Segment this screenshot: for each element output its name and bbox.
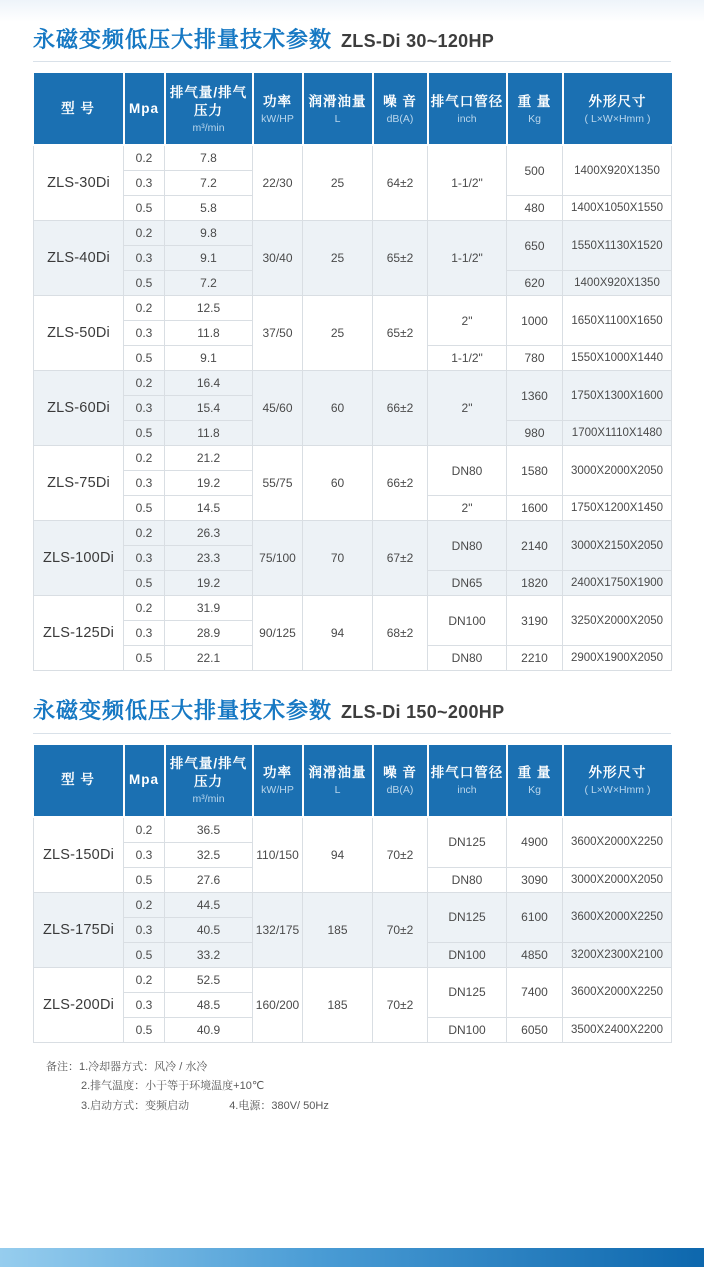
cell-pipe: 1-1/2" bbox=[428, 145, 507, 221]
cell-dims: 3200X2300X2100 bbox=[563, 942, 672, 967]
cell-mpa: 0.3 bbox=[124, 171, 165, 196]
cell-weight: 650 bbox=[507, 221, 563, 271]
cell-dims: 3600X2000X2250 bbox=[563, 967, 672, 1017]
cell-dims: 3000X2000X2050 bbox=[563, 446, 672, 496]
column-header-power: 功率 kW/HP bbox=[253, 73, 303, 145]
cell-power: 37/50 bbox=[253, 296, 303, 371]
spec-row bbox=[34, 446, 672, 471]
cell-flow: 23.3 bbox=[165, 546, 253, 571]
column-header-dims: 外形尺寸 ( L×W×Hmm ) bbox=[563, 73, 672, 145]
cell-weight: 480 bbox=[507, 196, 563, 221]
cell-mpa: 0.3 bbox=[124, 471, 165, 496]
cell-pipe: DN125 bbox=[428, 892, 507, 942]
cell-pipe: 2" bbox=[428, 371, 507, 446]
cell-flow: 11.8 bbox=[165, 321, 253, 346]
cell-pipe: 1-1/2" bbox=[428, 346, 507, 371]
cell-dims: 2900X1900X2050 bbox=[563, 646, 672, 671]
section-title-spec: ZLS-Di 30~120HP bbox=[341, 31, 495, 51]
cell-mpa: 0.2 bbox=[124, 596, 165, 621]
column-header-flow: 排气量/排气压力 m³/min bbox=[165, 73, 253, 145]
cell-pipe: 2" bbox=[428, 496, 507, 521]
cell-power: 75/100 bbox=[253, 521, 303, 596]
cell-dims: 1700X1110X1480 bbox=[563, 421, 672, 446]
cell-oil: 60 bbox=[303, 446, 373, 521]
column-header-oil: 润滑油量 L bbox=[303, 745, 373, 817]
footnote-line bbox=[46, 1097, 671, 1117]
cell-mpa: 0.5 bbox=[124, 421, 165, 446]
column-header-noise: 噪 音 dB(A) bbox=[373, 745, 428, 817]
cell-flow: 36.5 bbox=[165, 817, 253, 843]
cell-dims: 3000X2000X2050 bbox=[563, 867, 672, 892]
cell-mpa: 0.3 bbox=[124, 621, 165, 646]
cell-power: 55/75 bbox=[253, 446, 303, 521]
cell-weight: 980 bbox=[507, 421, 563, 446]
spec-row bbox=[34, 296, 672, 321]
cell-dims: 1650X1100X1650 bbox=[563, 296, 672, 346]
cell-weight: 6100 bbox=[507, 892, 563, 942]
cell-power: 22/30 bbox=[253, 145, 303, 221]
cell-noise: 66±2 bbox=[373, 371, 428, 446]
footnote-label: 备注： bbox=[46, 1060, 79, 1073]
cell-pipe: DN100 bbox=[428, 1017, 507, 1042]
cell-dims: 1400X920X1350 bbox=[563, 271, 672, 296]
cell-noise: 68±2 bbox=[373, 596, 428, 671]
spec-row bbox=[34, 892, 672, 917]
cell-flow: 22.1 bbox=[165, 646, 253, 671]
footnote-text: 4.电源：380V/ 50Hz bbox=[229, 1100, 329, 1113]
cell-mpa: 0.2 bbox=[124, 221, 165, 246]
cell-noise: 65±2 bbox=[373, 221, 428, 296]
cell-power: 110/150 bbox=[253, 817, 303, 893]
cell-pipe: 2" bbox=[428, 296, 507, 346]
cell-mpa: 0.3 bbox=[124, 842, 165, 867]
cell-model: ZLS-200Di bbox=[34, 967, 124, 1042]
cell-mpa: 0.2 bbox=[124, 817, 165, 843]
cell-flow: 11.8 bbox=[165, 421, 253, 446]
cell-oil: 25 bbox=[303, 296, 373, 371]
cell-flow: 31.9 bbox=[165, 596, 253, 621]
cell-model: ZLS-150Di bbox=[34, 817, 124, 893]
cell-flow: 12.5 bbox=[165, 296, 253, 321]
cell-flow: 48.5 bbox=[165, 992, 253, 1017]
cell-weight: 1360 bbox=[507, 371, 563, 421]
cell-flow: 40.9 bbox=[165, 1017, 253, 1042]
cell-noise: 65±2 bbox=[373, 296, 428, 371]
cell-flow: 26.3 bbox=[165, 521, 253, 546]
cell-mpa: 0.5 bbox=[124, 271, 165, 296]
cell-mpa: 0.5 bbox=[124, 867, 165, 892]
cell-weight: 7400 bbox=[507, 967, 563, 1017]
cell-pipe: DN100 bbox=[428, 596, 507, 646]
cell-oil: 25 bbox=[303, 145, 373, 221]
cell-model: ZLS-40Di bbox=[34, 221, 124, 296]
spec-row bbox=[34, 967, 672, 992]
cell-mpa: 0.5 bbox=[124, 571, 165, 596]
cell-mpa: 0.2 bbox=[124, 967, 165, 992]
cell-model: ZLS-125Di bbox=[34, 596, 124, 671]
header-row bbox=[34, 73, 672, 145]
cell-flow: 32.5 bbox=[165, 842, 253, 867]
cell-dims: 2400X1750X1900 bbox=[563, 571, 672, 596]
footnote-text: 2.排气温度：小于等于环境温度+10℃ bbox=[81, 1080, 265, 1093]
cell-model: ZLS-175Di bbox=[34, 892, 124, 967]
cell-dims: 3600X2000X2250 bbox=[563, 892, 672, 942]
cell-flow: 9.8 bbox=[165, 221, 253, 246]
spec-row bbox=[34, 221, 672, 246]
column-header-noise: 噪 音 dB(A) bbox=[373, 73, 428, 145]
cell-weight: 1580 bbox=[507, 446, 563, 496]
cell-mpa: 0.3 bbox=[124, 917, 165, 942]
cell-mpa: 0.2 bbox=[124, 892, 165, 917]
cell-flow: 52.5 bbox=[165, 967, 253, 992]
cell-weight: 780 bbox=[507, 346, 563, 371]
section-title-zh: 永磁变频低压大排量技术参数 bbox=[33, 698, 333, 724]
cell-flow: 9.1 bbox=[165, 246, 253, 271]
cell-pipe: DN80 bbox=[428, 646, 507, 671]
footnote-line bbox=[46, 1077, 671, 1097]
cell-dims: 3000X2150X2050 bbox=[563, 521, 672, 571]
cell-model: ZLS-100Di bbox=[34, 521, 124, 596]
column-header-pipe: 排气口管径 inch bbox=[428, 745, 507, 817]
cell-flow: 14.5 bbox=[165, 496, 253, 521]
section-title-zh: 永磁变频低压大排量技术参数 bbox=[33, 27, 333, 52]
cell-weight: 4850 bbox=[507, 942, 563, 967]
cell-mpa: 0.2 bbox=[124, 371, 165, 396]
cell-weight: 3190 bbox=[507, 596, 563, 646]
cell-weight: 3090 bbox=[507, 867, 563, 892]
column-header-dims: 外形尺寸 ( L×W×Hmm ) bbox=[563, 745, 672, 817]
cell-weight: 2140 bbox=[507, 521, 563, 571]
cell-oil: 185 bbox=[303, 892, 373, 967]
cell-weight: 1000 bbox=[507, 296, 563, 346]
cell-dims: 3250X2000X2050 bbox=[563, 596, 672, 646]
section-title bbox=[33, 671, 671, 733]
cell-mpa: 0.2 bbox=[124, 521, 165, 546]
cell-flow: 40.5 bbox=[165, 917, 253, 942]
cell-mpa: 0.5 bbox=[124, 496, 165, 521]
cell-noise: 70±2 bbox=[373, 817, 428, 893]
header-row bbox=[34, 745, 672, 817]
cell-noise: 64±2 bbox=[373, 145, 428, 221]
cell-weight: 620 bbox=[507, 271, 563, 296]
spec-row bbox=[34, 145, 672, 171]
cell-flow: 19.2 bbox=[165, 471, 253, 496]
cell-dims: 1550X1130X1520 bbox=[563, 221, 672, 271]
cell-mpa: 0.2 bbox=[124, 145, 165, 171]
cell-flow: 7.2 bbox=[165, 171, 253, 196]
cell-flow: 16.4 bbox=[165, 371, 253, 396]
cell-model: ZLS-75Di bbox=[34, 446, 124, 521]
cell-pipe: DN80 bbox=[428, 867, 507, 892]
cell-model: ZLS-50Di bbox=[34, 296, 124, 371]
cell-oil: 185 bbox=[303, 967, 373, 1042]
cell-oil: 94 bbox=[303, 596, 373, 671]
cell-dims: 1400X920X1350 bbox=[563, 145, 672, 196]
cell-flow: 21.2 bbox=[165, 446, 253, 471]
cell-pipe: DN125 bbox=[428, 817, 507, 868]
cell-mpa: 0.5 bbox=[124, 942, 165, 967]
cell-mpa: 0.3 bbox=[124, 546, 165, 571]
cell-weight: 6050 bbox=[507, 1017, 563, 1042]
column-header-model: 型 号 bbox=[34, 73, 124, 145]
cell-oil: 60 bbox=[303, 371, 373, 446]
cell-power: 132/175 bbox=[253, 892, 303, 967]
section-title-spec: ZLS-Di 150~200HP bbox=[341, 702, 505, 723]
column-header-weight: 重 量 Kg bbox=[507, 745, 563, 817]
cell-dims: 3500X2400X2200 bbox=[563, 1017, 672, 1042]
column-header-model: 型 号 bbox=[34, 745, 124, 817]
spec-row bbox=[34, 596, 672, 621]
column-header-mpa: Mpa bbox=[124, 73, 165, 145]
cell-noise: 66±2 bbox=[373, 446, 428, 521]
cell-power: 30/40 bbox=[253, 221, 303, 296]
cell-power: 160/200 bbox=[253, 967, 303, 1042]
spec-table-150-200hp bbox=[33, 745, 672, 1043]
footnote-line bbox=[46, 1058, 671, 1078]
cell-oil: 70 bbox=[303, 521, 373, 596]
cell-flow: 27.6 bbox=[165, 867, 253, 892]
cell-mpa: 0.5 bbox=[124, 196, 165, 221]
column-header-power: 功率 kW/HP bbox=[253, 745, 303, 817]
cell-pipe: DN65 bbox=[428, 571, 507, 596]
section-150-200hp bbox=[33, 671, 671, 1042]
cell-dims: 1750X1300X1600 bbox=[563, 371, 672, 421]
column-header-mpa: Mpa bbox=[124, 745, 165, 817]
cell-noise: 67±2 bbox=[373, 521, 428, 596]
cell-oil: 94 bbox=[303, 817, 373, 893]
footer-accent-bar bbox=[0, 1248, 704, 1267]
cell-dims: 1550X1000X1440 bbox=[563, 346, 672, 371]
cell-power: 90/125 bbox=[253, 596, 303, 671]
cell-mpa: 0.3 bbox=[124, 396, 165, 421]
cell-flow: 7.2 bbox=[165, 271, 253, 296]
cell-mpa: 0.5 bbox=[124, 1017, 165, 1042]
cell-flow: 44.5 bbox=[165, 892, 253, 917]
cell-pipe: DN80 bbox=[428, 446, 507, 496]
spec-row bbox=[34, 521, 672, 546]
cell-flow: 19.2 bbox=[165, 571, 253, 596]
column-header-pipe: 排气口管径 inch bbox=[428, 73, 507, 145]
cell-dims: 1750X1200X1450 bbox=[563, 496, 672, 521]
cell-flow: 7.8 bbox=[165, 145, 253, 171]
cell-noise: 70±2 bbox=[373, 967, 428, 1042]
cell-mpa: 0.5 bbox=[124, 346, 165, 371]
cell-pipe: 1-1/2" bbox=[428, 221, 507, 296]
cell-pipe: DN100 bbox=[428, 942, 507, 967]
cell-model: ZLS-30Di bbox=[34, 145, 124, 221]
cell-mpa: 0.5 bbox=[124, 646, 165, 671]
footnote-text: 3.启动方式：变频启动 bbox=[81, 1100, 190, 1113]
cell-model: ZLS-60Di bbox=[34, 371, 124, 446]
column-header-oil: 润滑油量 L bbox=[303, 73, 373, 145]
footnote-text: 1.冷却器方式：风冷 / 水冷 bbox=[79, 1060, 208, 1073]
cell-power: 45/60 bbox=[253, 371, 303, 446]
section-30-120hp bbox=[33, 0, 671, 671]
section-title bbox=[33, 0, 671, 62]
cell-mpa: 0.2 bbox=[124, 296, 165, 321]
cell-flow: 28.9 bbox=[165, 621, 253, 646]
spec-table-30-120hp bbox=[33, 73, 672, 671]
cell-flow: 15.4 bbox=[165, 396, 253, 421]
column-header-flow: 排气量/排气压力 m³/min bbox=[165, 745, 253, 817]
cell-noise: 70±2 bbox=[373, 892, 428, 967]
cell-weight: 1600 bbox=[507, 496, 563, 521]
cell-dims: 1400X1050X1550 bbox=[563, 196, 672, 221]
spec-row bbox=[34, 371, 672, 396]
footnotes bbox=[46, 1058, 671, 1117]
cell-weight: 4900 bbox=[507, 817, 563, 868]
cell-dims: 3600X2000X2250 bbox=[563, 817, 672, 868]
cell-mpa: 0.3 bbox=[124, 992, 165, 1017]
cell-mpa: 0.3 bbox=[124, 246, 165, 271]
cell-pipe: DN125 bbox=[428, 967, 507, 1017]
spec-row bbox=[34, 817, 672, 843]
cell-flow: 9.1 bbox=[165, 346, 253, 371]
column-header-weight: 重 量 Kg bbox=[507, 73, 563, 145]
cell-pipe: DN80 bbox=[428, 521, 507, 571]
cell-oil: 25 bbox=[303, 221, 373, 296]
cell-flow: 33.2 bbox=[165, 942, 253, 967]
cell-mpa: 0.3 bbox=[124, 321, 165, 346]
cell-weight: 1820 bbox=[507, 571, 563, 596]
cell-weight: 500 bbox=[507, 145, 563, 196]
cell-mpa: 0.2 bbox=[124, 446, 165, 471]
cell-weight: 2210 bbox=[507, 646, 563, 671]
cell-flow: 5.8 bbox=[165, 196, 253, 221]
